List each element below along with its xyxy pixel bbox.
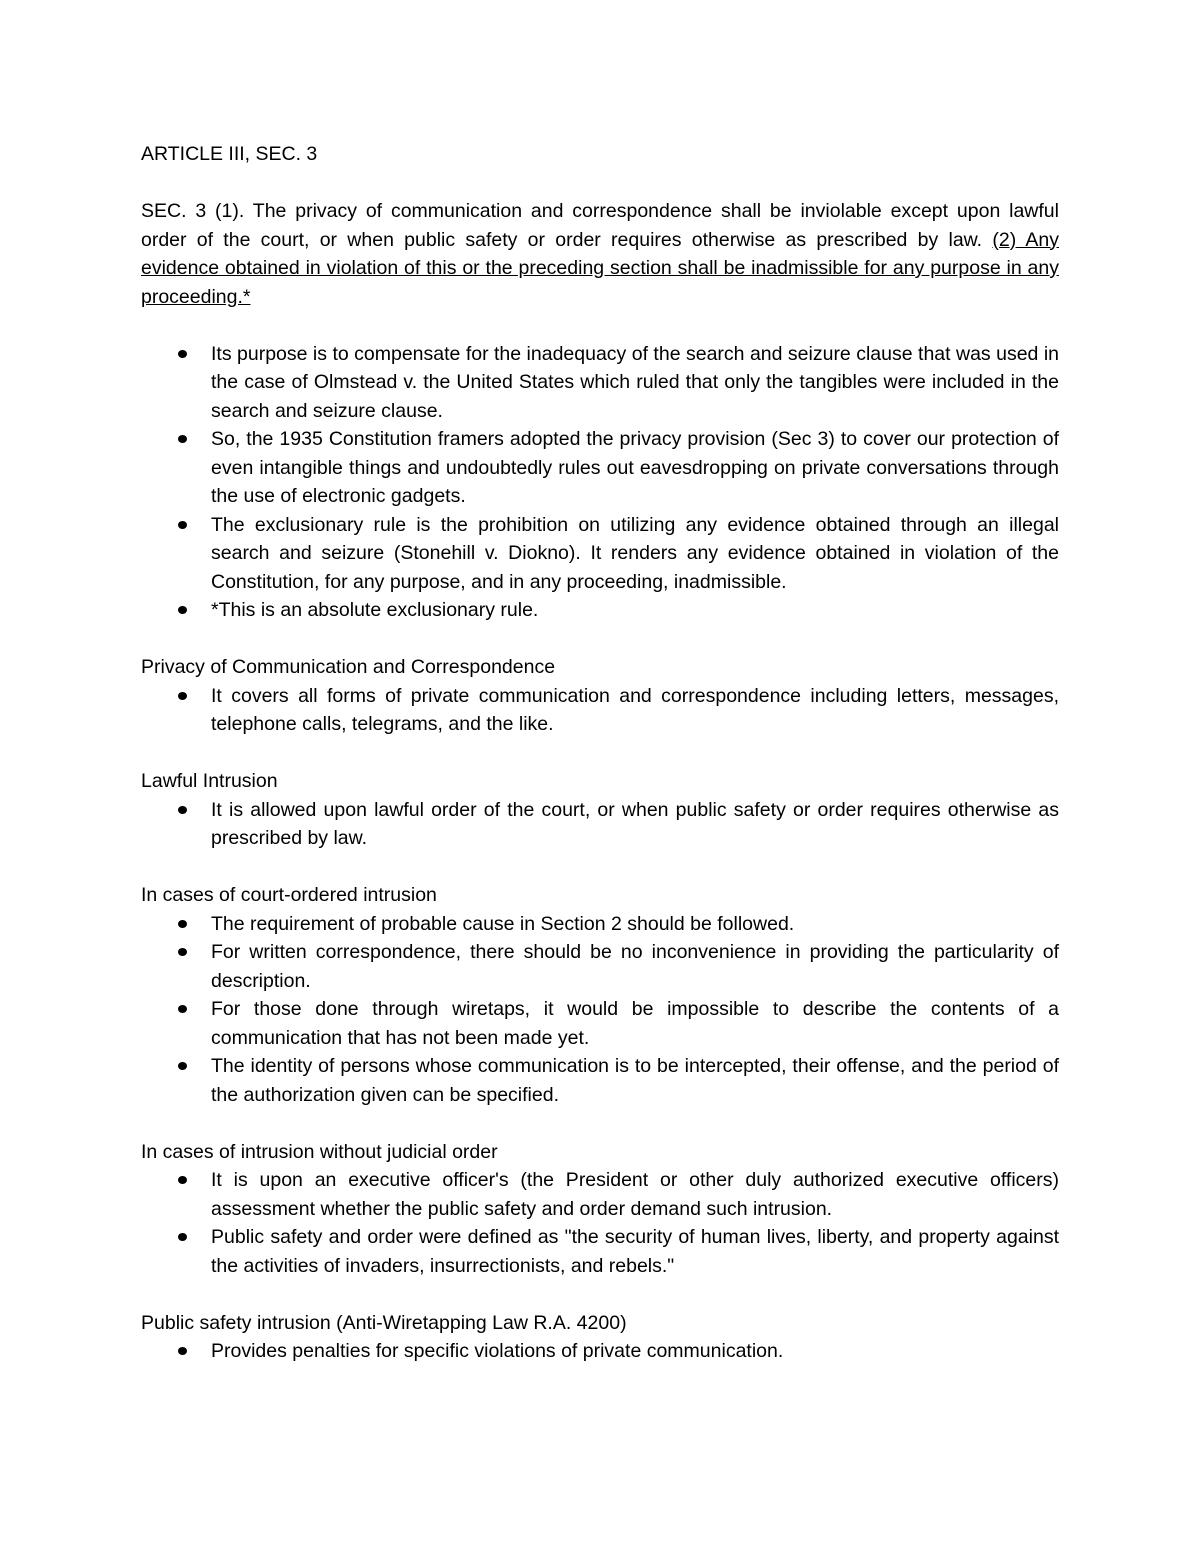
bullet-icon (178, 1176, 187, 1184)
bullet-icon (178, 521, 187, 529)
section-heading-court-ordered: In cases of court-ordered intrusion (141, 884, 437, 906)
spacer (141, 739, 1059, 768)
list-item-text: Public safety and order were defined as "the security of human lives, liberty, and property against the activities of invaders, insurrectionists, and rebels." (211, 1226, 1059, 1277)
list-item (141, 910, 1059, 939)
list-item (141, 938, 1059, 995)
bullet-icon (178, 606, 187, 614)
section-heading-public-safety: Public safety intrusion (Anti-Wiretapping Law R.A. 4200) (141, 1311, 627, 1334)
main-bullet-list (141, 340, 1059, 625)
list-item (141, 596, 1059, 625)
bullet-icon (178, 1005, 187, 1013)
list-item-text: The exclusionary rule is the prohibition on utilizing any evidence obtained through an illegal search and seizure (Stonehill v. Diokno). It renders any evidence obtained in violation of the Constitution, for any purpose, and in any proceeding, inadmissible. (211, 513, 1059, 593)
section-bullet-list (141, 910, 1059, 1110)
list-item-text: Provides penalties for specific violations of private communication. (211, 1340, 784, 1362)
section-heading-privacy: Privacy of Communication and Correspondence (141, 656, 556, 678)
list-item (141, 1052, 1059, 1109)
list-item (141, 340, 1059, 426)
spacer (141, 1109, 1059, 1138)
bullet-icon (178, 350, 187, 358)
list-item (141, 995, 1059, 1052)
spacer (141, 311, 1059, 340)
section-heading-without-judicial-order: In cases of intrusion without judicial order (141, 1140, 498, 1163)
list-item (141, 1166, 1059, 1223)
document-title: ARTICLE III, SEC. 3 (141, 143, 318, 165)
list-item-text: So, the 1935 Constitution framers adopted the privacy provision (Sec 3) to cover our protection of even intangible things and undoubtedly rules out eavesdropping on private conversations through the use of electronic gadgets. (211, 428, 1059, 507)
bullet-icon (178, 1233, 187, 1241)
list-item-text: For written correspondence, there should be no inconvenience in providing the particularity of description. (211, 941, 1059, 992)
list-item (141, 425, 1059, 511)
bullet-icon (178, 920, 187, 928)
list-item (141, 1223, 1059, 1280)
intro-text: SEC. 3 (1). The privacy of communication and correspondence shall be inviolable except upon lawful order of the court, or when public safety or order requires otherwise as prescribed by law. (141, 200, 1059, 251)
bullet-icon (178, 435, 187, 443)
list-item-text: The requirement of probable cause in Section 2 should be followed. (211, 912, 795, 935)
list-item-text: It is allowed upon lawful order of the court, or when public safety or order requires otherwise as prescribed by law. (211, 798, 1059, 849)
section-heading-lawful-intrusion: Lawful Intrusion (141, 770, 278, 792)
list-item-text: It covers all forms of private communication and correspondence including letters, messages, telephone calls, telegrams, and the like. (211, 684, 1059, 735)
spacer (141, 853, 1059, 882)
bullet-icon (178, 692, 187, 700)
bullet-icon (178, 806, 187, 814)
section-bullet-list (141, 682, 1059, 739)
bullet-icon (178, 1347, 187, 1355)
section-bullet-list (141, 1166, 1059, 1280)
list-item (141, 796, 1059, 853)
spacer (141, 1280, 1059, 1309)
list-item (141, 511, 1059, 597)
list-item-text: It is upon an executive officer's (the President or other duly authorized executive officers) assessment whether the public safety and order demand such intrusion. (211, 1169, 1059, 1220)
bullet-icon (178, 948, 187, 956)
list-item-text: Its purpose is to compensate for the inadequacy of the search and seizure clause that was used in the case of Olmstead v. the United States which ruled that only the tangibles were included in the search and seizure clause. (211, 342, 1059, 422)
list-item (141, 682, 1059, 739)
spacer (141, 625, 1059, 654)
list-item (141, 1337, 1059, 1366)
list-item-text: The identity of persons whose communication is to be intercepted, their offense, and the period of the authorization given can be specified. (211, 1055, 1059, 1106)
list-item-text: *This is an absolute exclusionary rule. (211, 599, 539, 621)
document-page (141, 140, 1059, 1366)
list-item-text: For those done through wiretaps, it would be impossible to describe the contents of a communication that has not been made yet. (211, 998, 1059, 1049)
bullet-icon (178, 1062, 187, 1070)
section-bullet-list (141, 1337, 1059, 1366)
intro-underlined-text: (2) Any evidence obtained in violation of this or the preceding section shall be inadmissible for any purpose in any proceeding.* (141, 228, 1059, 308)
section-bullet-list (141, 796, 1059, 853)
intro-paragraph (141, 197, 1059, 311)
